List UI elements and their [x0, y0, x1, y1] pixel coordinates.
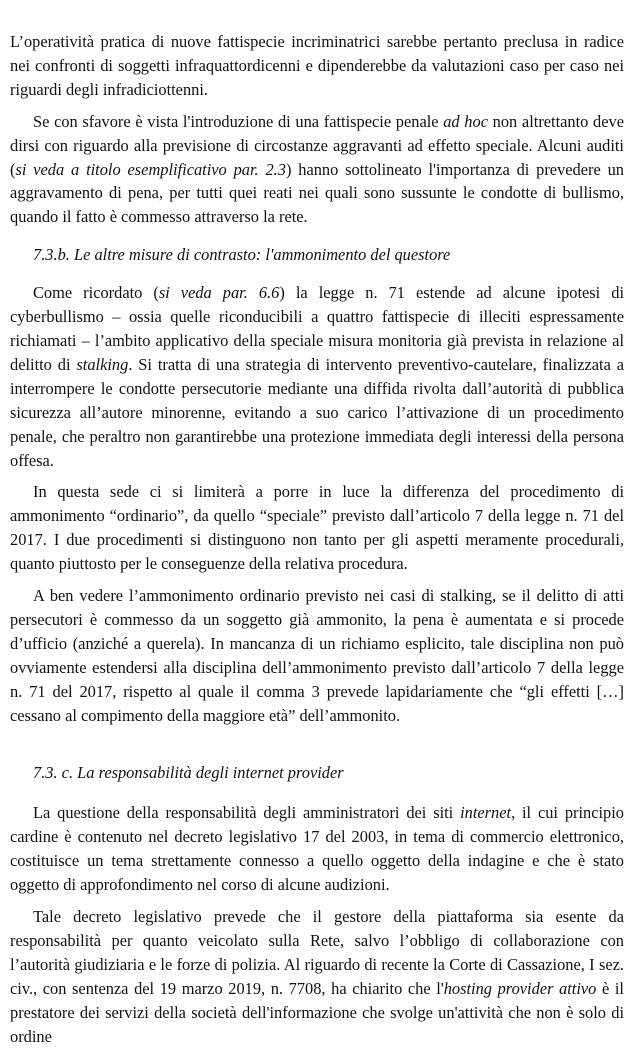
- italic-hosting-provider: hosting provider attivo: [443, 978, 597, 998]
- paragraph-4: In questa sede ci si limiterà a porre in luce la differenza del procedimento di ammonimento “ordinario”, da quello “speciale” previsto dall’articolo 7 della legge n. 71 del 2017. I due procedimenti si distinguono non tanto per gli aspetti meramente procedurali, quanto piuttosto per le conseguenze della relativa procedura.: [10, 482, 624, 574]
- section-heading-7-3-c: 7.3. c. La responsabilità degli internet provider: [33, 763, 344, 783]
- italic-reference: si veda par. 6.6: [158, 283, 280, 303]
- paragraph-1: L’operatività pratica di nuove fattispecie incriminatrici sarebbe pertanto preclusa in radice nei confronti di soggetti infraquattordicenni e dipenderebbe da valutazioni caso per caso nei riguardi degli infradiciottenni.: [10, 32, 624, 99]
- italic-stalking: stalking: [76, 354, 129, 374]
- italic-reference: si veda a titolo esemplificativo par. 2.3: [15, 159, 286, 179]
- italic-ad-hoc: ad hoc: [443, 111, 488, 131]
- section-heading-7-3-b: 7.3.b. Le altre misure di contrasto: l'ammonimento del questore: [33, 245, 451, 265]
- paragraph-5: A ben vedere l’ammonimento ordinario previsto nei casi di stalking, se il delitto di atti persecutori è commesso da un soggetto già ammonito, la pena è aumentata e si procede d’ufficio (anziché a querela). In mancanza di un richiamo esplicito, tale disciplina non può ovviamente estendersi alla disciplina dell’ammonimento previsto dall’articolo 7 della legge n. 71 del 2017, rispetto al quale il comma 3 prevede lapidariamente che “gli effetti […] cessano al compimento della maggiore età” dell’ammonito.: [10, 586, 624, 725]
- italic-internet: internet: [460, 803, 512, 823]
- document-page: [10, 30, 624, 1056]
- paragraph-7: Tale decreto legislativo prevede che il gestore della piattaforma sia esente da responsabilità per quanto veicolato sulla Rete, salvo l’obbligo di collaborazione con l’autorità giudiziaria e le forze di polizia. Al riguardo di recente la Corte di Cassazione, I sez. civ., con sentenza del 19 marzo 2019, n. 7708, ha chiarito che l'hosting provider attivo è il prestatore dei servizi della società dell'informazione che svolge un'attività che non è solo di ordine: [10, 907, 624, 1046]
- paragraph-3: Come ricordato (si veda par. 6.6) la legge n. 71 estende ad alcune ipotesi di cyberbullismo – ossia quelle riconducibili a quattro fattispecie di illeciti espressamente richiamati – l’ambito applicativo della speciale misura monitoria già prevista in relazione al delitto di stalking. Si tratta di una strategia di intervento preventivo-cautelare, finalizzata a interrompere le condotte persecutorie mediante una diffida rivolta dall’autorità di pubblica sicurezza all’autore minorenne, evitando a suo carico l’attivazione di un procedimento penale, che peraltro non garantirebbe una protezione immediata degli interessi della persona offesa.: [10, 283, 625, 470]
- paragraph-2: Se con sfavore è vista l'introduzione di una fattispecie penale ad hoc non altrettanto deve dirsi con riguardo alla previsione di circostanze aggravanti ad effetto speciale. Alcuni auditi (si veda a titolo esemplificativo par. 2.3) hanno sottolineato l'importanza di prevedere un aggravamento di pena, per tutti quei reati nei quali sono sussunte le condotte di bullismo, quando il fatto è commesso attraverso la rete.: [10, 111, 625, 227]
- paragraph-6: La questione della responsabilità degli amministratori dei siti internet, il cui principio cardine è contenuto nel decreto legislativo 17 del 2003, in tema di commercio elettronico, costituisce un tema strettamente connesso a quello oggetto della indagine e che è stato oggetto di approfondimento nel corso di alcune audizioni.: [10, 803, 624, 895]
